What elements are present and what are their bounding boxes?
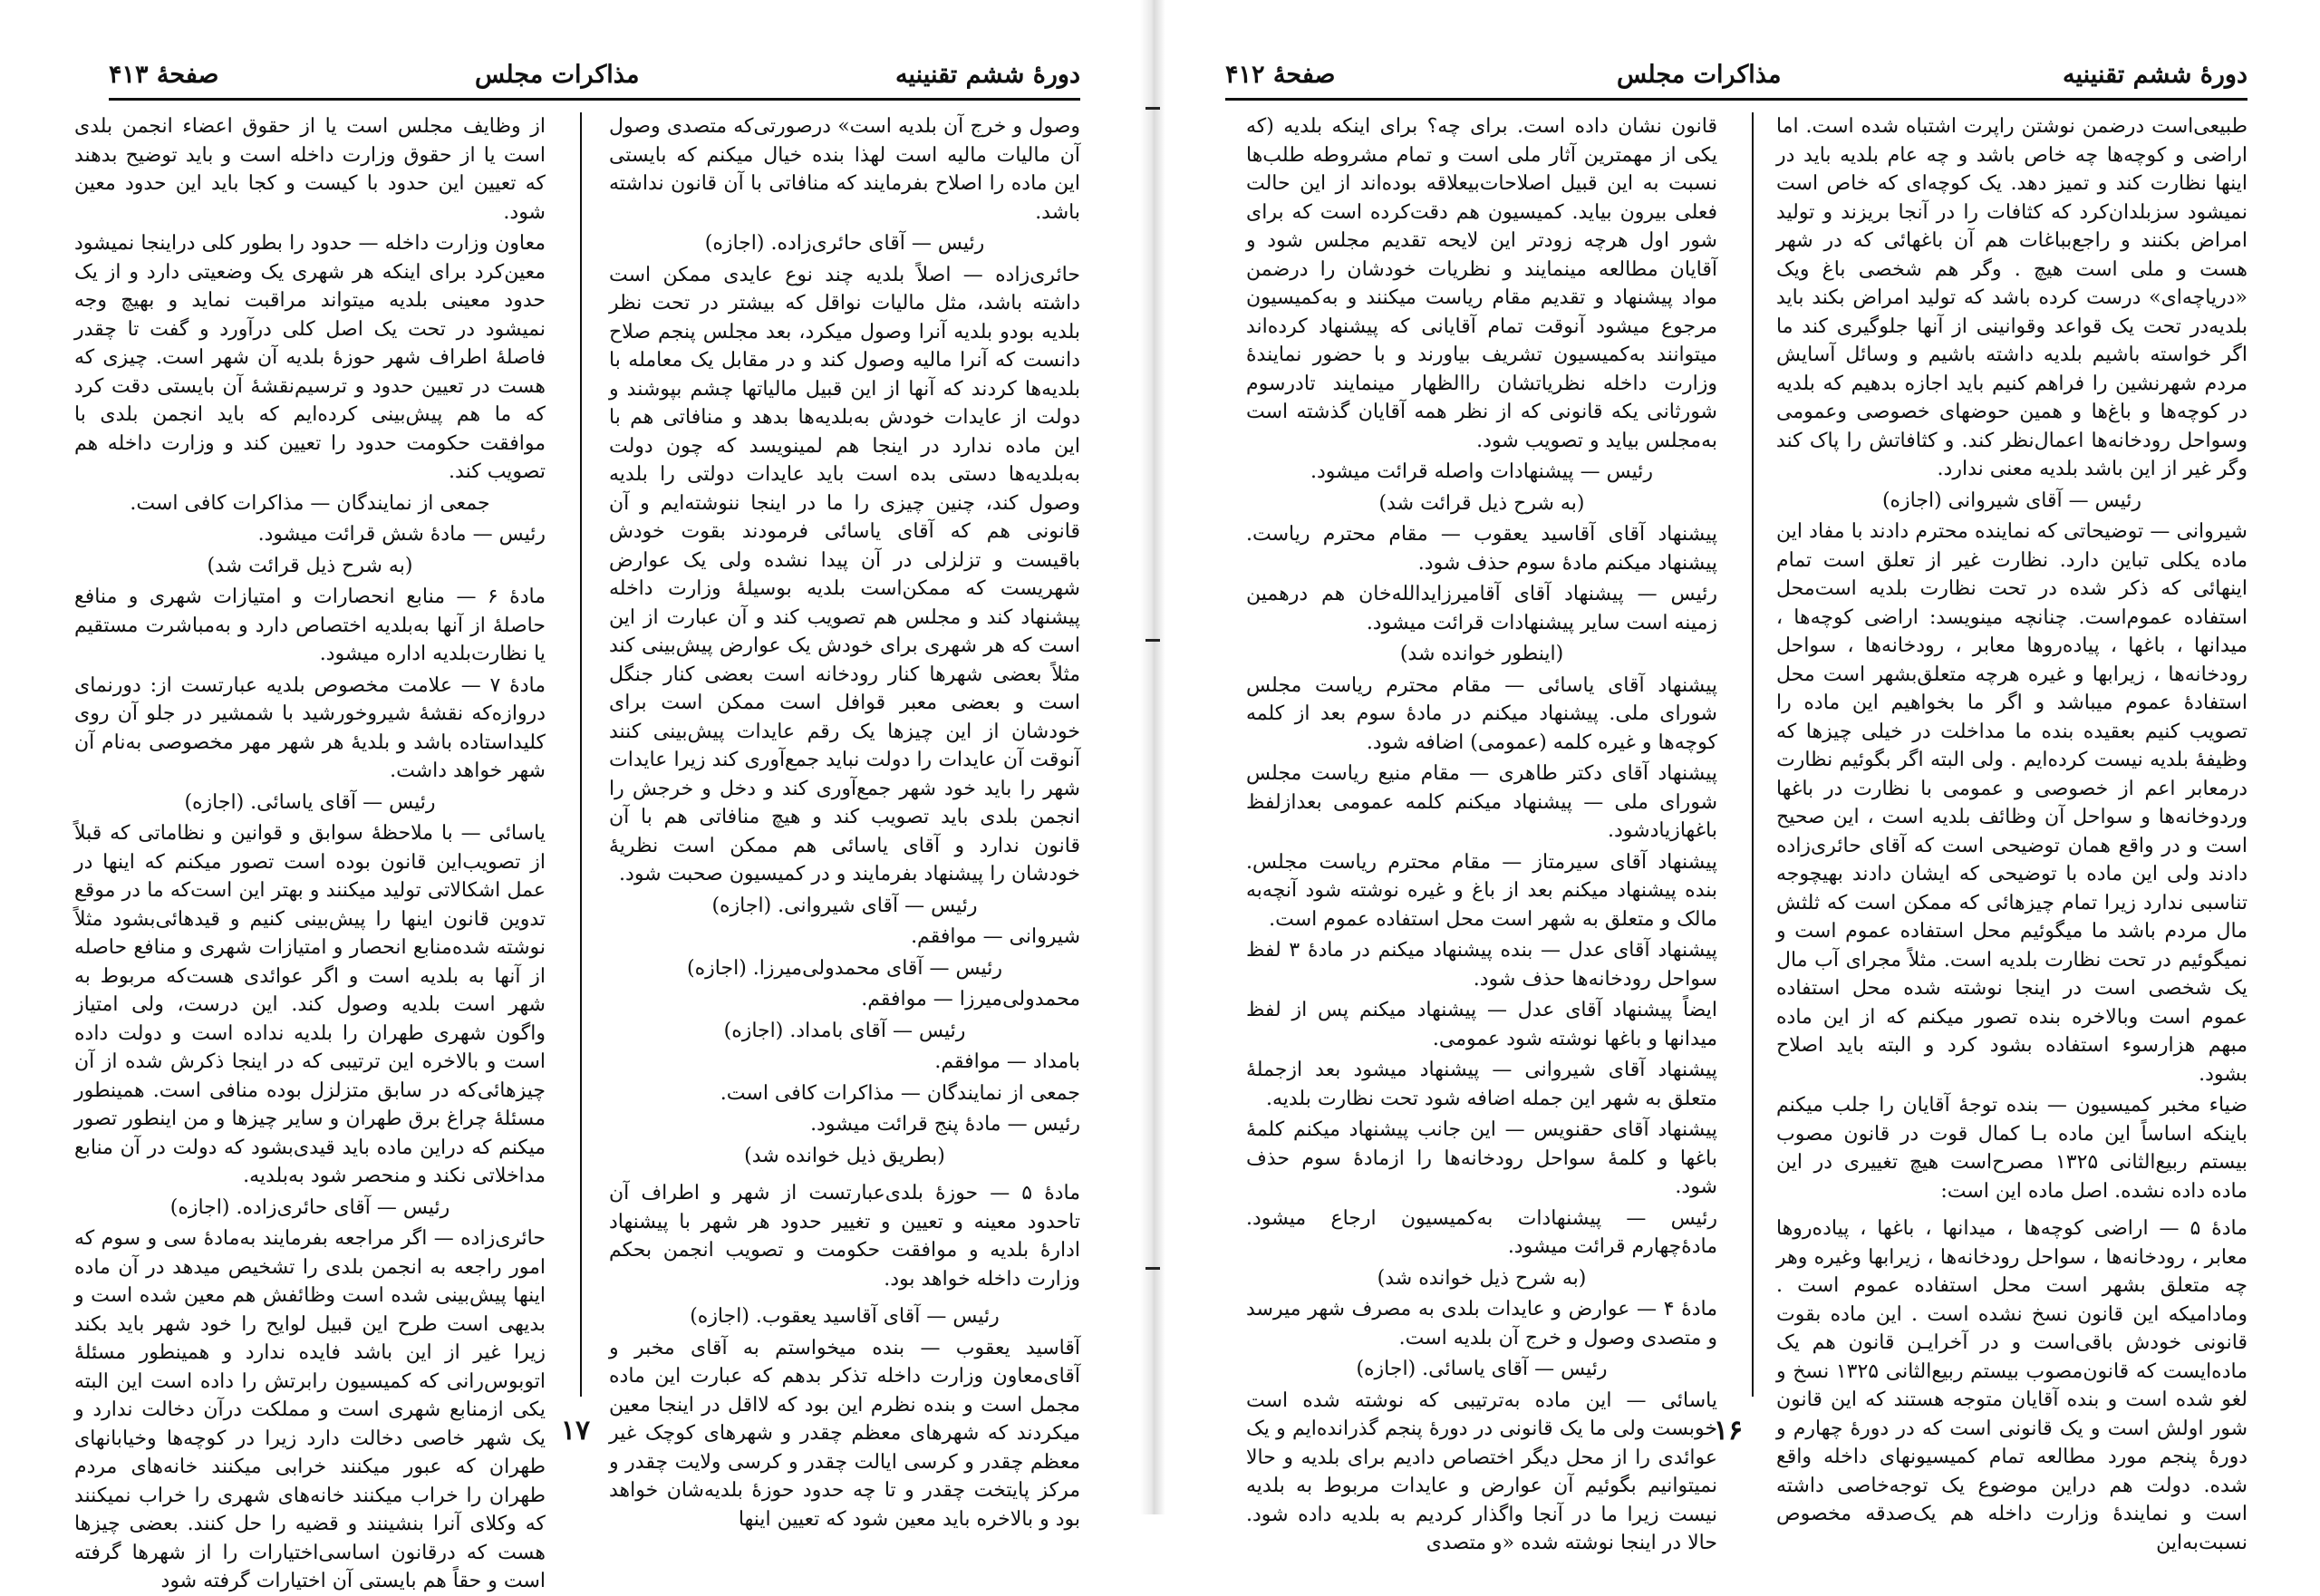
session-title: دورهٔ ششم تقنینیه bbox=[895, 60, 1080, 89]
paragraph: حائری‌زاده — اگر مراجعه بفرمایند به‌مادهٔ سی و سوم که امور راجعه به انجمن بلدی را تشخیص میدهد در آن ماده اینها پیش‌بینی شده است وظائفش هم معین شده است و بدیهی است طرح این قبیل لوایح را خود شهر باید بکند زیرا غیر از این باشد فایده ندارد و همینطور مسئلهٔ اتوبوس‌رانی که کمیسیون رابرتش را داده است این البته یکی ازمنابع شهری است و مملکت درآن دخالت ندارد و یک شهر خاصی دخالت دارد زیرا در کوچه‌ها وخیابانهای طهران که عبور میکنند خرابی میکنند خانه‌های مردم طهران را خراب میکنند خانه‌های شهری را خراب نمیکنند که وکلای آنرا بنشینند و قضیه را حل کنند. بعضی چیزها هست که درقانون اساسی‌اختیارات را از شهرها گرفته است و حقاً هم بایستی آن اختیارات گرفته شود bbox=[74, 1227, 546, 1592]
speaker-line: رئیس — آقای آقاسید یعقوب. (اجازه) bbox=[690, 1305, 1000, 1328]
text-column-right bbox=[1776, 112, 2248, 1554]
paragraph: وصول و خرج آن بلدیه است» درصورتی‌که متصدی وصول آن مالیات مالیه است لهذا بنده خیال میکنم که بایستی این ماده را اصلاح بفرمایند که منافاتی با آن قانون نداشته باشد. bbox=[609, 115, 1080, 224]
paragraph: مادهٔ ۵ — اراضی کوچه‌ها ، میدانها ، باغها ، پیاده‌روها معابر ، رودخانه‌ها ، سواحل رودخانه‌ها ، زیرابها وغیره وهر چه متعلق بشهر است محل استفاده عموم است . ومادامیکه این قانون نسخ نشده است . این ماده بقوت قانونی خودش باقی‌است و در آخرایـن قانون هم یک ماده‌ایست که قانون‌مصوب بیستم ربیع‌الثانی ۱۳۲۵ نسخ و لغو شده است و بنده آقایان متوجه هستند که این قانون شور اولش است و یک قانونی است که در دورهٔ چهارم و دورهٔ پنجم مورد مطالعه تمام کمیسیونهای داخله واقع شده. دولت هم دراین موضوع یک توجه‌خاصی داشته است و نمایندهٔ وزارت داخله هم یک‌صدقه مخصوص نسبت‌به‌این bbox=[1776, 1217, 2248, 1554]
paragraph: پیشنهاد آقای دکتر طاهری — مقام منیع ریاست مجلس شورای ملی — پیشنهاد میکنم کلمه عمومی بعدازلفظ باغهازیادشود. bbox=[1246, 762, 1717, 842]
page-number: صفحهٔ ۴۱۲ bbox=[1225, 60, 1336, 89]
paragraph: شیروانی — توضیحاتی که نماینده محترم دادند با مفاد این ماده یکلی تباین دارد. نظارت غیر از تعلق است تمام اینهائی که ذکر شده در تحت نظارت بلدیه است‌محل استفاده عموم‌است. چنانچه مینویسد: اراضی کوچه‌ها ، میدانها ، باغها ، پیاده‌روها معابر ، رودخانه‌ها ، سواحل رودخانه‌ها ، زیرابها و غیره هرچه متعلق‌بشهر است محل استفادهٔ عموم میباشد و اگر ما بخواهیم این ماده را تصویب کنیم بعقیده بنده ما مداخلت در خیلی چیزها که وظیفهٔ بلدیه نیست کرده‌ایم . ولی البته اگر بگوئیم نظارت درمعابر اعم از خصوصی و عمومی با نظارت در باغها وردوخانه‌ها و سواحل آن وظائف بلدیه است ، این صحیح است و در واقع همان توضیحی است که آقای حائری‌زاده دادند ولی این ماده با توضیحی که ایشان دادند بهیچوجه تناسبی ندارد زیرا تمام چیزهائی که ممکن است که ثلثش مال مردم باشد ما میگوئیم محل استفاده عموم است و نمیگوئیم در تحت نظارت بلدیه است. مثلاً مجرای آب مال یک شخصی است در اینجا نوشته شده محل استفاده عموم است وبالاخره بنده تصور میکنم که از این ماده مبهم هزارسوء استفاده بشود کرد و البته باید اصلاح بشود. bbox=[1776, 520, 2248, 1086]
folio-number: ۱۷ bbox=[560, 1415, 591, 1446]
page-412 bbox=[1153, 0, 2320, 1554]
page-413 bbox=[0, 0, 1153, 1592]
speaker-line: رئیس — آقای یاسائی. (اجازه) bbox=[184, 790, 436, 814]
speaker-line: رئیس — آقای یاسائی. (اجازه) bbox=[1356, 1358, 1608, 1380]
speaker-line: رئیس — آقای بامداد. (اجازه) bbox=[723, 1019, 966, 1042]
speaker-line: رئیس — آقای شیروانی. (اجازه) bbox=[711, 894, 978, 917]
paragraph: پیشنهاد آقای شیروانی — پیشنهاد میشود بعد ازجملهٔ متعلق به شهر این جمله اضافه شود تحت نظارت بلدیه. bbox=[1246, 1059, 1717, 1110]
paragraph: رئیس — مادهٔ پنج قرائت میشود. bbox=[810, 1113, 1080, 1136]
page-header bbox=[109, 53, 1080, 96]
paragraph: حائری‌زاده — اصلاً بلدیه چند نوع عایدی ممکن است داشته باشد، مثل مالیات نواقل که بیشتر در تحت نظر بلدیه بودو بلدیه آنرا وصول میکرد، بعد مجلس پنجم صلاح دانست که آنرا مالیه وصول کند و در مقابل یک معامله با بلدیه‌ها کردند که آنها از این قبیل مالیاتها چشم بپوشند و دولت از عایدات خودش به‌بلدیه‌ها بدهد و منافاتی هم با این ماده ندارد در اینجا هم لمینویسد که چون دولت به‌بلدیه‌ها دستی بده است باید عایدات دولتی را بلدیه وصول کند، چنین چیزی را ما در اینجا ننوشته‌ایم و آن قانونی هم که آقای یاسائی فرمودند بقوت خودش باقیست و تزلزلی در آن پیدا نشده ولی یک عوارض شهریست که ممکن‌است بلدیه بوسیلهٔ وزارت داخله پیشنهاد کند و مجلس هم تصویب کند و آن عبارت از این است که هر شهری برای خودش یک عوارض پیش‌بینی کند مثلاً بعضی شهرها کنار رودخانه است بعضی کنار جنگل است و بعضی معبر قوافل است ممکن است برای خودشان از این چیزها یک رقم عایدات پیش‌بینی کنند آنوقت آن عایدات را دولت نباید جمع‌آوری کند زیرا عایدات شهر را باید خود شهر جمع‌آوری کند و دخل و خرجش را انجمن بلدی باید تصویب کند و هیچ منافاتی هم با آن قانون ندارد و آقای یاسائی هم ممکن است نظریهٔ خودشان را پیشنهاد بفرمایند و در کمیسیون صحبت شود. bbox=[609, 263, 1080, 885]
paragraph: پیشنهاد آقای عدل — بنده پیشنهاد میکنم در مادهٔ ۳ لفظ سواحل رودخانه‌ها حذف شود. bbox=[1246, 939, 1717, 991]
paragraph: پیشنهاد آقای حقنویس — این جانب پیشنهاد میکنم کلمهٔ باغها و کلمهٔ سواحل رودخانه‌ها را ازمادهٔ سوم حذف شود. bbox=[1246, 1118, 1717, 1198]
speaker-line: جمعی از نمایندگان — مذاکرات کافی است. bbox=[130, 491, 490, 515]
paragraph: از وظایف مجلس است یا از حقوق اعضاء انجمن بلدی است یا از حقوق وزارت داخله است و باید توضیح بدهند که تعیین این حدود با کیست و کجا باید این حدود معین شود. bbox=[74, 115, 546, 224]
text-column-right bbox=[609, 112, 1081, 1531]
speaker-line: (به شرح ذیل قرائت شد) bbox=[207, 554, 413, 577]
paragraph: جمعی از نمایندگان — مذاکرات کافی است. bbox=[720, 1081, 1080, 1105]
speaker-line: (اینطور خوانده شد) bbox=[1399, 643, 1564, 665]
speaker-line: رئیس — آقای حائری‌زاده. (اجازه) bbox=[704, 232, 985, 255]
speaker-line: (به شرح ذیل خوانده شد) bbox=[1377, 1266, 1587, 1290]
paragraph: پیشنهاد آقای یاسائی — مقام محترم ریاست مجلس شورای ملی. پیشنهاد میکنم در مادهٔ سوم بعد از کلمه کوچه‌ها و غیره کلمه (عمومی) اضافه شود. bbox=[1246, 673, 1717, 754]
speaker-line: رئیس — آقای محمدولی‌میرزا. (اجازه) bbox=[687, 956, 1002, 980]
paragraph: محمدولی‌میرزا — موافقم. bbox=[861, 988, 1080, 1011]
paragraph: رئیس — پیشنهاد آقای آقامیرزایدالله‌خان هم درهمین زمینه است سایر پیشنهادات قرائت میشود. bbox=[1246, 583, 1717, 634]
paragraph: ایضاً پیشنهاد آقای عدل — پیشنهاد میکنم پس از لفظ میدانها و باغها نوشته شود عمومی. bbox=[1246, 999, 1717, 1050]
speaker-line: رئیس — پیشنهادات واصله قرائت میشود. bbox=[1310, 460, 1654, 483]
paragraph: یاسائی — این ماده به‌ترتیبی که نوشته شده است خوبست ولی ما یک قانونی در دورهٔ پنجم گذرانده‌ایم و یک عوائدی را از محل دیگر اختصاص دادیم برای بلدیه و حالا نمیتوانیم بگوئیم آن عوارض و عایدات مربوط به بلدیه نیست زیرا ما در آنجا واگذار کردیم به بلدیه داده شود. حالا در اینجا نوشته شده «و متصدی bbox=[1246, 1388, 1717, 1554]
paragraph: بامداد — موافقم. bbox=[934, 1050, 1080, 1073]
speaker-line: (بطریق ذیل خوانده شد) bbox=[744, 1144, 945, 1167]
paragraph: قانون نشان داده است. برای چه؟ برای اینکه بلدیه (که یکی از مهمترین آثار ملی است و تمام مشروطه طلب‌ها نسبت به این قبیل اصلاحات‌بیعلاقه بوده‌اند از این حالت فعلی بیرون بیاید. کمیسیون هم دقت‌کرده است که برای شور اول هرچه زودتر این لایحه تقدیم مجلس شود و آقایان مطالعه مینمایند و نظریات خودشان را درضمن مواد پیشنهاد و تقدیم مقام ریاست میکنند و به‌کمیسیون مرجوع میشود آنوقت تمام آقایانی که پیشنهاد کرده‌اند میتوانند به‌کمیسیون تشریف بیاورند و با حضور نمایندهٔ وزارت داخله نظریاتشان راالظهار مینمایند تادرسوم شورثانی یکه قانونی که از نظر همه آقایان گذشته است به‌مجلس بیاید و تصویب شود. bbox=[1246, 115, 1717, 452]
paragraph: ضیاء مخبر کمیسیون — بنده توجهٔ آقایان را جلب میکنم باینکه اساساً این ماده بـا کمال قوت در قانون مصوب بیستم ربیع‌الثانی ۱۳۲۵ مصرح‌است هیچ تغییری در این ماده داده نشده. اصل ماده این است: bbox=[1776, 1094, 2248, 1203]
speaker-line: (به شرح ذیل قرائت شد) bbox=[1378, 491, 1585, 515]
paragraph: مادهٔ ۴ — عوارض و عایدات بلدی به مصرف شهر میرسد و متصدی وصول و خرج آن بلدیه است. bbox=[1246, 1298, 1717, 1349]
page-number: صفحهٔ ۴۱۳ bbox=[109, 60, 219, 89]
paragraph: رئیس — پیشنهادات به‌کمیسیون ارجاع میشود. مادهٔ‌چهارم قرائت میشود. bbox=[1246, 1206, 1717, 1258]
paragraph: مادهٔ ۶ — منابع انحصارات و امتیازات شهری و منافع حاصلهٔ از آنها به‌بلدیه اختصاص دارد و به‌مباشرت مستقیم یا نظارت‌بلدیه اداره میشود. bbox=[74, 585, 546, 665]
paragraph: طبیعی‌است درضمن نوشتن راپرت اشتباه شده است. اما اراضی و کوچه‌ها چه خاص باشد و چه عام بلدیه باید در اینها نظارت کند و تمیز دهد. یک کوچه‌ای که خاص است نمیشود سزبلدان‌کرد که کثافات را در آنجا بریزند و تولید امراض بکنند و راجع‌بباغات هم آن باغهائی که در شهر هست و ملی است هیچ . وگر هم شخصی باغ ویک «دریاچه‌ای» درست کرده باشد که تولید امراض بکند باید بلدیه‌در تحت یک قواعد وقوانینی از آنها جلوگیری کند ما اگر خواسته باشیم بلدیه داشته باشیم و وسائل آسایش مردم شهرنشین را فراهم کنیم باید اجازه بدهیم که بلدیه در کوچه‌ها و باغ‌ها و همین حوضهای خصوصی وعمومی وسواحل رودخانه‌ها اعمال‌نظر کند. و کثافاتش را پاک کند وگر غیر از این باشد بلدیه معنی ندارد. bbox=[1776, 115, 2248, 480]
paragraph: مادهٔ ۵ — حوزهٔ بلدی‌عبارتست از شهر و اطراف آن تاحدود معینه و تعیین و تغییر حدود هر شهر با پیشنهاد ادارهٔ بلدیه و موافقت حکومت و تصویب انجمن بحکم وزارت داخله خواهد بود. bbox=[609, 1182, 1081, 1291]
paragraph: شیروانی — موافقم. bbox=[911, 925, 1080, 948]
page-header bbox=[1225, 53, 2248, 96]
text-column-left bbox=[1246, 112, 1717, 1554]
paragraph: پیشنهاد آقای آقاسید یعقوب — مقام محترم ریاست. پیشنهاد میکنم مادهٔ سوم حذف شود. bbox=[1246, 523, 1717, 575]
paragraph: مادهٔ ۷ — علامت مخصوص بلدیه عبارتست از: دورنمای دروازه‌که نقشهٔ شیروخورشید با شمشیر در جلو آن روی کلیدا‌ستاده باشد و بلدیهٔ هر شهر مهر مخصوصی به‌نام آن شهر خواهد داشت. bbox=[74, 673, 546, 782]
paragraph: معاون وزارت داخله — حدود را بطور کلی دراینجا نمیشود معین‌کرد برای اینکه هر شهری یک وضعیتی دارد و از یک حدود معینی بلدیه میتواند مراقبت نماید و بهیچ وجه نمیشود در تحت یک اصل کلی درآورد و گفت تا چقدر فاصلهٔ اطراف شهر حوزهٔ بلدیه آن شهر است. چیزی که هست در تعیین حدود و ترسیم‌نقشهٔ آن بایستی دقت کرد که ما هم پیش‌بینی کرده‌ایم که باید انجمن بلدی با موافقت حکومت حدود را تعیین کند و وزارت داخله هم تصویب کند. bbox=[74, 232, 546, 483]
header-rule bbox=[109, 98, 1080, 101]
header-rule bbox=[1225, 98, 2248, 101]
center-title: مذاکرات مجلس bbox=[1616, 60, 1782, 89]
paragraph: یاسائی — با ملاحظهٔ سوابق و قوانین و نظاماتی که قبلاً از تصویب‌این قانون بوده است تصور میکنم که اینها در عمل اشکالاتی تولید میکنند و بهتر این است‌که ما در موقع تدوین قانون اینها را پیش‌بینی کنیم و قیدهائی‌بشود مثلاً نوشته شده‌منابع انحصار و امتیازات شهری و منافع حاصله از آنها به بلدیه است و اگر عوائدی هست‌که مربوط به شهر است بلدیه وصول کند. این درست، ولی امتیاز واگون شهری طهران را بلدیه نداده است و دولت داده است و بالاخره این ترتیبی که در اینجا ذکرش شده از آن چیزهائی‌که در سابق متزلزل بوده منافی است. همینطور مسئلهٔ چراغ برق طهران و سایر چیزها و من اینطور تصور میکنم که دراین ماده باید قیدی‌بشود که دولت در آن منابع مداخلاتی نکند و منحصر شود به‌بلدیه. bbox=[74, 822, 546, 1187]
speaker-line: رئیس — آقای حائری‌زاده. (اجازه) bbox=[169, 1195, 450, 1219]
paragraph: آقاسید یعقوب — بنده میخواستم به آقای مخبر و آقای‌معاون وزارت داخله تذکر بدهم که عبارت این ماده مجمل است و بنده نظرم این بود که لااقل در اینجا معین میکردند که شهرهای معظم چقدر و شهرهای کوچک غیر معظم چقدر و کرسی ایالت چقدر و کرسی ولایت چقدر و مرکز پایتخت چقدر و تا چه حدود حوزهٔ بلدیه‌شان خواهد بود و بالاخره باید معین شود که تعیین اینها bbox=[609, 1336, 1080, 1531]
folio-number: ۱۶ bbox=[1713, 1415, 1744, 1446]
text-column-left bbox=[74, 112, 546, 1592]
session-title: دورهٔ ششم تقنینیه bbox=[2063, 60, 2248, 89]
speaker-line: رئیس — آقای شیروانی (اجازه) bbox=[1881, 488, 2142, 512]
paragraph: پیشنهاد آقای سیرمتاز — مقام محترم ریاست مجلس. بنده پیشنهاد میکنم بعد از باغ و غیره نوشته شود آنچه‌به مالک و متعلق به شهر است محل استفاده عموم است. bbox=[1246, 850, 1717, 931]
paragraph: رئیس — مادهٔ شش قرائت میشود. bbox=[257, 523, 546, 546]
center-title: مذاکرات مجلس bbox=[474, 60, 640, 89]
column-divider bbox=[580, 112, 582, 1397]
column-divider bbox=[1752, 112, 1754, 1397]
